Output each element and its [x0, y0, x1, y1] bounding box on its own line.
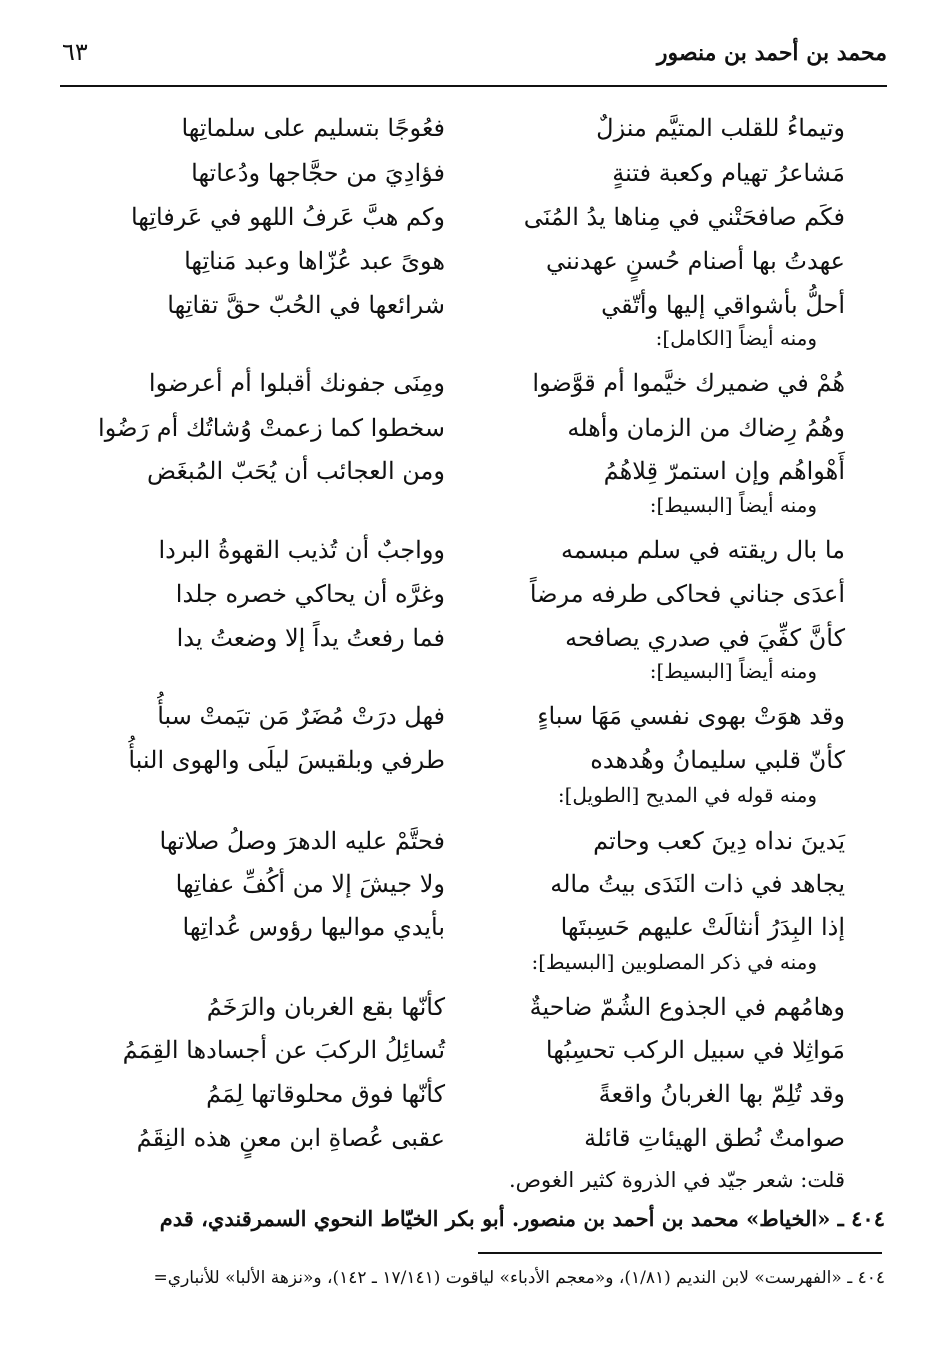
first-hemistich: أَهْواهُم وإن استمرّ قِلاهُمُ: [603, 457, 845, 485]
first-hemistich: مَواثِلا في سبيل الركب تحسِبُها: [545, 1036, 845, 1064]
verse-line: [100, 108, 845, 148]
second-hemistich: فما رفعتُ يداً إلا وضعتُ يدا: [176, 624, 445, 652]
second-hemistich: فحتَّمْ عليه الدهرَ وصلُ صلاتها: [159, 827, 445, 855]
second-hemistich: طرفي وبلقيسَ ليلَى والهوى النبأُ: [128, 746, 445, 774]
verse-line: [100, 1074, 845, 1114]
second-hemistich: شرائعها في الحُبّ حقَّ تقاتِها: [167, 291, 445, 319]
second-hemistich: فؤادِيَ من حجَّاجها ودُعاتها: [191, 159, 445, 187]
second-hemistich: كأنّها بقع الغربان والرَخَمُ: [206, 993, 445, 1021]
first-hemistich: يَدينَ نداه دِينَ كعب وحاتم: [593, 827, 845, 855]
second-hemistich: فعُوجًا بتسليم على سلماتِها: [181, 114, 445, 142]
verse-line: [100, 821, 845, 861]
second-hemistich: وواجبٌ أن تُذيب القهوةُ البردا: [158, 536, 445, 564]
first-hemistich: وقد هوَتْ بهوى نفسي مَهَا سباءٍ: [537, 702, 845, 730]
second-hemistich: هوىً عبد عُزّاها وعبد مَناتِها: [184, 247, 445, 275]
verse-line: [100, 1030, 845, 1070]
verse-line: [100, 153, 845, 193]
second-hemistich: وكم هبَّ عَرفُ اللهو في عَرفاتِها: [130, 203, 445, 231]
verse-line: [100, 574, 845, 614]
verse-line: [100, 451, 845, 491]
first-hemistich: ما بال ريقته في سلم مبسمه: [560, 536, 845, 564]
verse-line: [100, 864, 845, 904]
verse-line: [100, 197, 845, 237]
second-hemistich: وغرَّه أن يحاكي خصره جلدا: [175, 580, 445, 608]
first-hemistich: وهُمُ رِضاك من الزمان وأهله: [567, 414, 845, 442]
first-hemistich: إذا البِدَرُ أنثالَتْ عليهم حَسِبتَها: [560, 913, 845, 941]
poem-intro: ومنه قوله في المديح [الطويل]:: [557, 783, 817, 807]
first-hemistich: يجاهد في ذات النَدَى بيتُ ماله: [550, 870, 845, 898]
first-hemistich: كأنّ قلبي سليمانُ وهُدهده: [590, 746, 845, 774]
biography-entry: ٤٠٤ ـ «الخياط» محمد بن أحمد بن منصور. أبو بكر الخيّاط النحوي السمرقندي، قدم: [159, 1206, 885, 1231]
first-hemistich: هُمْ في ضميرك خيَّموا أم قوَّضوا: [532, 369, 845, 397]
first-hemistich: وتيماءُ للقلب المتيَّم منزلٌ: [596, 114, 845, 142]
second-hemistich: عقبى عُصاةِ ابن معنٍ هذه النِقَمُ: [136, 1124, 445, 1152]
second-hemistich: فهل درَتْ مُضَرٌ مَن تيَمتْ سبأُ: [157, 702, 445, 730]
header-rule: [60, 85, 887, 87]
poem-intro: ومنه في ذكر المصلوبين [البسيط]:: [531, 950, 817, 974]
first-hemistich: صوامتٌ نُطق الهيئاتِ قائلة: [584, 1124, 845, 1152]
footnote-rule: [478, 1252, 882, 1254]
second-hemistich: سخطوا كما زعمتْ وُشاتُك أم رَضُوا: [98, 414, 445, 442]
verse-line: [100, 241, 845, 281]
poem-intro: ومنه أيضاً [البسيط]:: [649, 659, 817, 683]
first-hemistich: وهامُهم في الجذوع الشُمّ ضاحيةٌ: [529, 993, 845, 1021]
second-hemistich: بأيدي مواليها رؤوس عُداتِها: [182, 913, 445, 941]
first-hemistich: كأنَّ كفِّيَ في صدري يصافحه: [565, 624, 845, 652]
first-hemistich: فكَم صافحَتْني في مِناها يدُ المُنَى: [523, 203, 845, 231]
author-comment: قلت: شعر جيّد في الذروة كثير الغوص.: [508, 1168, 845, 1192]
verse-line: [100, 530, 845, 570]
verse-line: [100, 363, 845, 403]
first-hemistich: وقد تُلِمّ بها الغربانُ واقعةً: [598, 1080, 845, 1108]
first-hemistich: أحلُّ بأشواقي إليها وأتّقي: [601, 291, 845, 319]
verse-line: [100, 907, 845, 947]
verse-line: [100, 285, 845, 325]
verse-line: [100, 408, 845, 448]
poem-intro: ومنه أيضاً [الكامل]:: [655, 326, 817, 350]
second-hemistich: ولا جيشَ إلا من أكُفِّ عفاتِها: [175, 870, 445, 898]
first-hemistich: عهدتُ بها أصنام حُسنٍ عهدنني: [545, 247, 845, 275]
page-number: ٦٣: [62, 38, 88, 66]
second-hemistich: كأنّها فوق محلوقاتها لِمَمُ: [206, 1080, 445, 1108]
running-title: محمد بن أحمد بن منصور: [656, 40, 887, 66]
verse-line: [100, 740, 845, 780]
verse-line: [100, 696, 845, 736]
verse-line: [100, 618, 845, 658]
second-hemistich: ومن العجائب أن يُحَبّ المُبغَض: [147, 457, 445, 485]
first-hemistich: مَشاعرُ تهيام وكعبة فتنةٍ: [612, 159, 845, 187]
footnote: ٤٠٤ ـ «الفهرست» لابن النديم (١/٨١)، و«معجم الأدباء» لياقوت (١٧/١٤١ ـ ١٤٢)، و«نزهة الألبا» للأنباري=: [153, 1268, 885, 1288]
second-hemistich: ومِنَى جفونك أقبلوا أم أعرضوا: [148, 369, 445, 397]
verse-line: [100, 1118, 845, 1158]
poem-intro: ومنه أيضاً [البسيط]:: [649, 493, 817, 517]
first-hemistich: أعدَى جناني فحاكى طرفه مرضاً: [529, 580, 845, 608]
verse-line: [100, 987, 845, 1027]
second-hemistich: تُسائِلُ الركبَ عن أجسادها القِمَمُ: [122, 1036, 445, 1064]
